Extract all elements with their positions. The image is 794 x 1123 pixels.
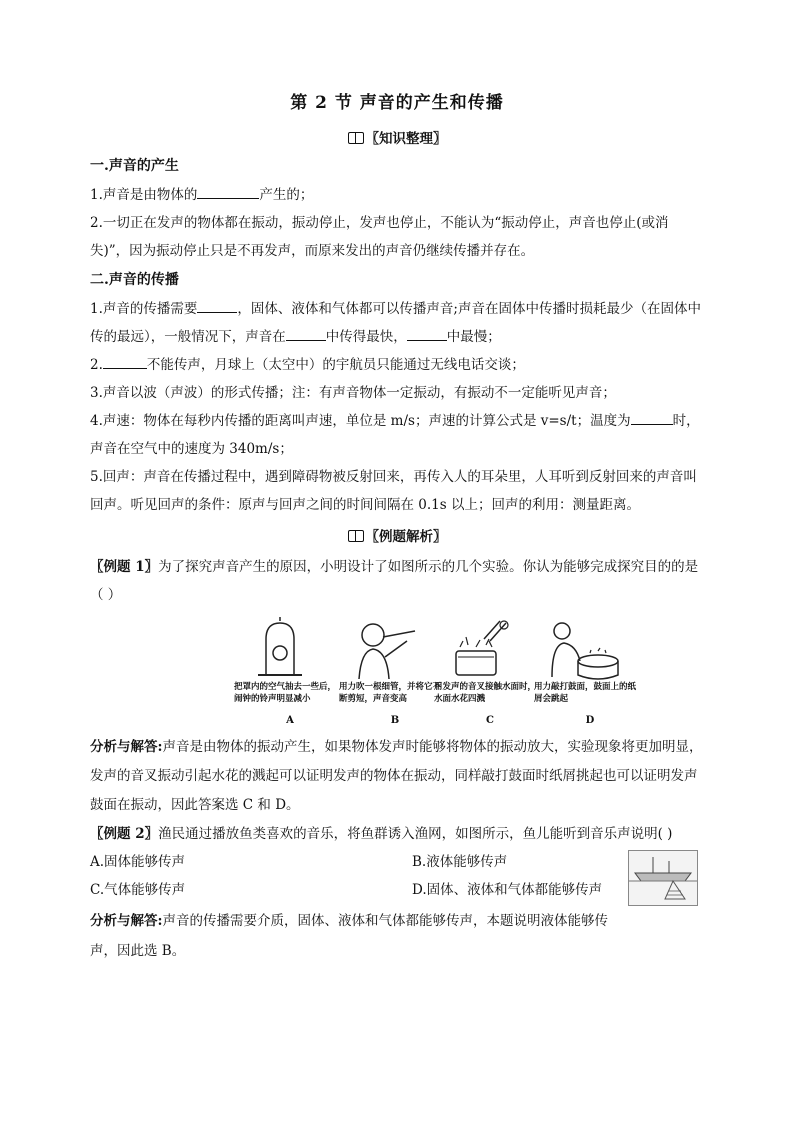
heading-sound-propagation: 二.声音的传播 bbox=[90, 272, 179, 288]
drum-icon bbox=[540, 617, 640, 681]
document-page bbox=[90, 80, 704, 966]
paragraph: 3.声音以波（声波）的形式传播；注：有声音物体一定振动，有振动不一定能听见声音； bbox=[90, 385, 616, 401]
example-2-answer: 分析与解答:声音的传播需要介质，固体、液体和气体都能够传声，本题说明液体能够传声，因此选 B。 bbox=[90, 913, 608, 959]
option-a: A.固体能够传声 bbox=[90, 854, 186, 870]
page-title: 第 2 节 声音的产生和传播 bbox=[290, 93, 504, 113]
option-d: D.固体、液体和气体都能够传声 bbox=[412, 882, 603, 898]
section-label: 〖知识整理〗 bbox=[365, 131, 447, 147]
figure-caption: 用力吹一根细管，并将它不断剪短，声音变高 bbox=[339, 682, 442, 704]
fishing-boat-icon bbox=[629, 851, 697, 905]
example-2-options bbox=[90, 848, 704, 906]
example-1-question: 〖例题 1〗为了探究声音产生的原因，小明设计了如图所示的几个实验。你认为能够完成探究目的的是（ ） bbox=[90, 559, 699, 603]
fill-blank bbox=[407, 326, 447, 341]
fishing-boat-image bbox=[628, 850, 698, 906]
section-header-knowledge bbox=[90, 127, 704, 147]
fill-blank bbox=[197, 184, 259, 199]
figure-letter: D bbox=[585, 715, 595, 726]
paragraph: 2. 不能传声，月球上（太空中）的宇航员只能通过无线电话交谈； bbox=[90, 351, 704, 379]
paragraph: 1.声音的传播需要 ，固体、液体和气体都可以传播声音;声音在固体中传播时损耗最少（在固体中传的最远），一般情况下，声音在 中传得最快， 中最慢； bbox=[90, 295, 704, 351]
example-1-answer: 分析与解答:声音是由物体的振动产生，如果物体发声时能够将物体的振动放大，实验现象将更加明显，发声的音叉振动引起水花的溅起可以证明发声的物体在振动，同样敲打鼓面时纸屑挑起也可以证明发声鼓面在振动，因此答案选 C 和 D。 bbox=[90, 739, 703, 813]
figure-tuning-fork bbox=[434, 617, 540, 729]
figure-caption: 把罩内的空气抽去一些后，闹钟的铃声明显减小 bbox=[234, 682, 337, 704]
paragraph: 5.回声：声音在传播过程中，遇到障碍物被反射回来，再传入人的耳朵里，人耳听到反射回来的声音叫回声。听见回声的条件：原声与回声之间的时间间隔在 0.1s 以上；回声的利用：测量距离。 bbox=[90, 469, 697, 513]
section-header-examples bbox=[90, 525, 704, 545]
person-blowing-straw-icon bbox=[345, 617, 445, 681]
experiment-figures bbox=[90, 617, 704, 729]
option-b: B.液体能够传声 bbox=[412, 854, 508, 870]
tuning-fork-water-icon bbox=[440, 617, 540, 681]
figure-caption: 用发声的音叉接触水面时，水面水花四溅 bbox=[434, 682, 537, 704]
figure-drum bbox=[534, 617, 640, 729]
fill-blank bbox=[197, 298, 237, 313]
paragraph: 1.声音是由物体的 产生的； bbox=[90, 181, 704, 209]
figure-letter: B bbox=[390, 715, 400, 726]
bell-jar-icon bbox=[240, 617, 340, 681]
figure-bell-jar bbox=[234, 617, 340, 729]
figure-straw bbox=[339, 617, 445, 729]
fill-blank bbox=[103, 354, 147, 369]
heading-sound-production: 一.声音的产生 bbox=[90, 158, 179, 174]
paragraph: 2.一切正在发声的物体都在振动，振动停止，发声也停止，不能认为“振动停止，声音也停止(或消失)”，因为振动停止只是不再发声，而原来发出的声音仍继续传播并存在。 bbox=[90, 215, 669, 259]
fill-blank bbox=[631, 410, 673, 425]
figure-letter: C bbox=[486, 715, 494, 726]
book-icon bbox=[348, 530, 364, 542]
figure-caption: 用力敲打鼓面，鼓面上的纸屑会跳起 bbox=[534, 682, 637, 704]
figure-letter: A bbox=[286, 715, 294, 726]
fill-blank bbox=[286, 326, 326, 341]
option-c: C.气体能够传声 bbox=[90, 882, 186, 898]
paragraph: 4.声速：物体在每秒内传播的距离叫声速，单位是 m/s；声速的计算公式是 v=s/t；温度为 时，声音在空气中的速度为 340m/s； bbox=[90, 407, 704, 463]
section-label: 〖例题解析〗 bbox=[365, 529, 447, 545]
book-icon bbox=[348, 132, 364, 144]
example-2-question: 〖例题 2〗渔民通过播放鱼类喜欢的音乐，将鱼群诱入渔网，如图所示，鱼儿能听到音乐声说明( ) bbox=[90, 826, 673, 842]
